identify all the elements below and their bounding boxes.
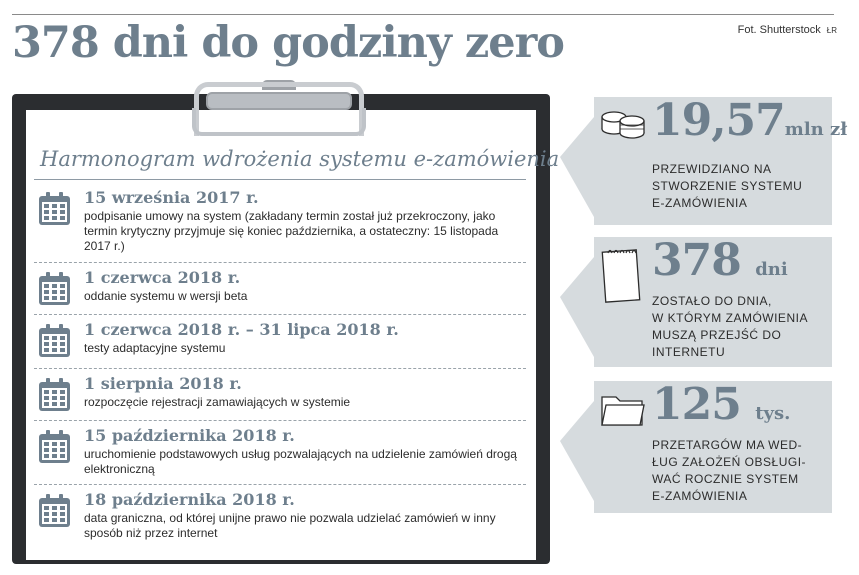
event-description: testy adaptacyjne systemu <box>84 341 226 355</box>
page-title: 378 dni do godziny zero <box>12 18 564 68</box>
stat-label-line: E-ZAMÓWIENIA <box>652 196 748 210</box>
event-description: oddanie systemu w wersji beta <box>84 289 248 303</box>
calendar-icon <box>38 378 71 412</box>
calendar-icon <box>38 494 71 528</box>
stat-value <box>652 235 788 286</box>
folder-icon <box>600 393 646 427</box>
stat-label-line: MUSZĄ PRZEJŚĆ DO <box>652 328 782 342</box>
event-description: data graniczna, od której unijne prawo nie pozwala udzielać zamówień w inny sposób niż przez internet <box>84 511 496 540</box>
stat-unit: tys. <box>755 403 791 424</box>
stat-label-line: WAĆ ROCZNIE SYSTEM <box>652 472 799 486</box>
event-date: 1 sierpnia 2018 r. <box>84 374 242 393</box>
stat-number: 125 <box>652 379 741 430</box>
callout-tail <box>560 401 594 501</box>
schedule-event <box>34 370 526 421</box>
callout-tail <box>560 117 594 217</box>
calendar-icon <box>38 430 71 464</box>
photo-credit <box>738 24 837 36</box>
clip-body <box>206 92 352 110</box>
stat-label <box>652 437 806 505</box>
event-description: podpisanie umowy na system (zakładany termin został już przekroczony, jako termin krytyczny przyjmuje się koniec października, a ostateczny: 15 listopada 2017 r.) <box>84 209 499 253</box>
event-description: rozpoczęcie rejestracji zamawiających w systemie <box>84 395 351 409</box>
stat-label-line: INTERNETU <box>652 345 726 359</box>
top-rule <box>12 14 834 15</box>
schedule-event <box>34 486 526 548</box>
event-date: 18 października 2018 r. <box>84 490 295 509</box>
stat-label-line: W KTÓRYM ZAMÓWIENIA <box>652 311 808 325</box>
stat-label-line: STWORZENIE SYSTEMU <box>652 179 803 193</box>
stat-label-line: ŁUG ZAŁOŻEŃ OBSŁUGI- <box>652 455 807 469</box>
stat-unit: dni <box>755 259 788 280</box>
photo-credit-text: Fot. Shutterstock <box>737 24 821 36</box>
schedule-event <box>34 422 526 485</box>
event-date: 15 października 2018 r. <box>84 426 295 445</box>
stat-number: 378 <box>652 235 741 286</box>
schedule-event <box>34 264 526 315</box>
stat-unit: mln zł <box>784 119 848 140</box>
stat-number: 19,57 <box>652 95 785 146</box>
callout-tail <box>560 257 594 357</box>
calendar-icon <box>38 324 71 358</box>
calendar-icon <box>38 192 71 226</box>
stat-value <box>652 379 791 430</box>
event-description: uruchomienie podstawowych usług pozwalających na udzielenie zamówień drogą elektroniczną <box>84 447 517 476</box>
stat-box-budget <box>594 95 848 225</box>
stat-box-days <box>594 237 832 367</box>
stat-label-line: PRZEWIDZIANO NA <box>652 162 772 176</box>
stat-label <box>652 161 802 212</box>
schedule-title: Harmonogram wdrożenia systemu e-zamówienia <box>40 147 560 171</box>
coins-icon <box>600 107 646 143</box>
stat-label-line: PRZETARGÓW MA WED- <box>652 438 803 452</box>
clip-feet <box>192 108 366 136</box>
calendar-icon <box>38 272 71 306</box>
event-date: 1 czerwca 2018 r. – 31 lipca 2018 r. <box>84 320 399 339</box>
stat-box-tenders <box>594 381 832 513</box>
schedule-title-rule <box>34 179 526 180</box>
schedule-event <box>34 316 526 369</box>
schedule-event <box>34 184 526 263</box>
notepad-icon <box>600 247 642 303</box>
author-mark: ŁR <box>826 26 837 35</box>
stat-label-line: ZOSTAŁO DO DNIA, <box>652 294 772 308</box>
stat-value <box>652 95 848 146</box>
stat-label-line: E-ZAMÓWIENIA <box>652 489 748 503</box>
event-date: 1 czerwca 2018 r. <box>84 268 241 287</box>
stat-label <box>652 293 808 361</box>
event-date: 15 września 2017 r. <box>84 188 259 207</box>
